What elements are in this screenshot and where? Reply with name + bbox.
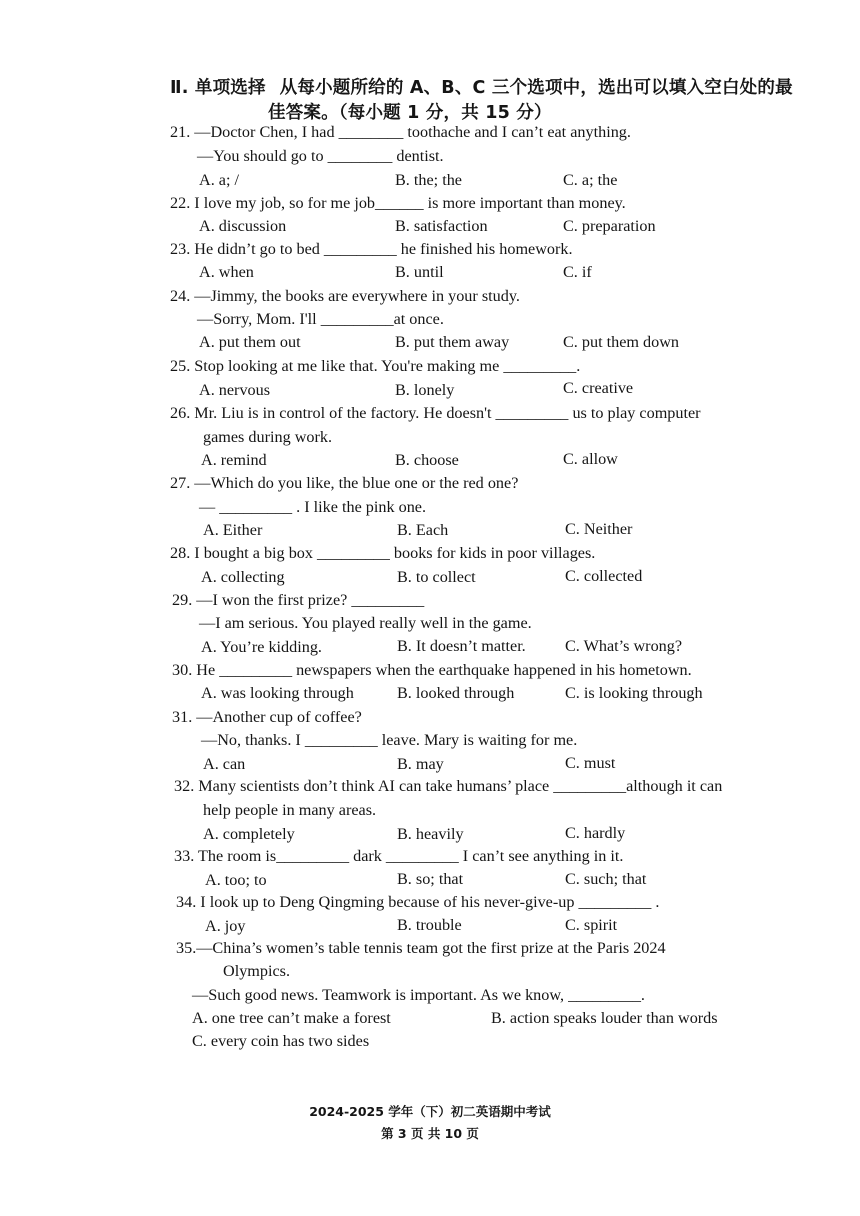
question-22-option-b: B. satisfaction bbox=[395, 217, 488, 235]
section-instruction-line1: 从每小题所给的 A、B、C 三个选项中，选出可以填入空白处的最 bbox=[279, 78, 793, 98]
question-26-line1: 26. Mr. Liu is in control of the factory. He doesn't _________ us to play computer bbox=[170, 404, 701, 422]
question-24-option-b: B. put them away bbox=[395, 333, 510, 351]
question-21-option-b: B. the; the bbox=[395, 171, 462, 189]
question-21-line1: 21. —Doctor Chen, I had ________ toothache and I can’t eat anything. bbox=[170, 123, 631, 141]
question-32-option-b: B. heavily bbox=[397, 825, 464, 843]
question-28-option-a: A. collecting bbox=[201, 568, 285, 586]
question-29-line1: 29. —I won the first prize? _________ bbox=[172, 591, 425, 609]
section-instruction-line2: 佳答案。（每小题 1 分，共 15 分） bbox=[268, 103, 552, 123]
question-26-option-b: B. choose bbox=[395, 451, 459, 469]
question-24-line2: —Sorry, Mom. I'll _________at once. bbox=[197, 310, 444, 328]
question-33-option-c: C. such; that bbox=[565, 870, 647, 888]
question-23-option-c: C. if bbox=[563, 263, 592, 281]
question-29-line2: —I am serious. You played really well in the game. bbox=[199, 614, 532, 632]
question-34-option-a: A. joy bbox=[205, 917, 246, 935]
footer-exam-title: 2024-2025 学年（下）初二英语期中考试 bbox=[309, 1104, 551, 1119]
question-22-line1: 22. I love my job, so for me job______ is more important than money. bbox=[170, 194, 626, 212]
question-33-line1: 33. The room is_________ dark _________ I can’t see anything in it. bbox=[174, 847, 624, 865]
question-25-option-b: B. lonely bbox=[395, 381, 455, 399]
question-31-option-c: C. must bbox=[565, 754, 616, 772]
question-35-line3: —Such good news. Teamwork is important. As we know, _________. bbox=[192, 986, 645, 1004]
section-title: Ⅱ. 单项选择 bbox=[170, 78, 266, 98]
question-26-line2: games during work. bbox=[203, 428, 333, 446]
question-31-option-b: B. may bbox=[397, 755, 444, 773]
question-31-line2: —No, thanks. I _________ leave. Mary is waiting for me. bbox=[201, 731, 578, 749]
question-34-line1: 34. I look up to Deng Qingming because of his never-give-up _________ . bbox=[176, 893, 660, 911]
footer-page-number: 第 3 页 共 10 页 bbox=[381, 1126, 479, 1141]
question-21-option-c: C. a; the bbox=[563, 171, 618, 189]
question-30-option-c: C. is looking through bbox=[565, 684, 703, 702]
question-23-option-b: B. until bbox=[395, 263, 444, 281]
question-21-option-a: A. a; / bbox=[199, 171, 240, 189]
question-27-line1: 27. —Which do you like, the blue one or the red one? bbox=[170, 474, 519, 492]
question-23-line1: 23. He didn’t go to bed _________ he finished his homework. bbox=[170, 240, 573, 258]
question-35-option-a: A. one tree can’t make a forest bbox=[192, 1009, 391, 1027]
question-32-line1: 32. Many scientists don’t think AI can take humans’ place _________although it can bbox=[174, 777, 723, 795]
question-23-option-a: A. when bbox=[199, 263, 254, 281]
question-34-option-b: B. trouble bbox=[397, 916, 462, 934]
question-22-option-c: C. preparation bbox=[563, 217, 656, 235]
question-26-option-c: C. allow bbox=[563, 450, 618, 468]
question-29-option-a: A. You’re kidding. bbox=[201, 638, 322, 656]
question-27-line2: — _________ . I like the pink one. bbox=[199, 498, 427, 516]
question-27-option-a: A. Either bbox=[203, 521, 263, 539]
question-30-line1: 30. He _________ newspapers when the earthquake happened in his hometown. bbox=[172, 661, 692, 679]
question-29-option-c: C. What’s wrong? bbox=[565, 637, 683, 655]
section-heading bbox=[170, 74, 793, 99]
question-31-line1: 31. —Another cup of coffee? bbox=[172, 708, 362, 726]
question-24-option-c: C. put them down bbox=[563, 333, 680, 351]
question-26-option-a: A. remind bbox=[201, 451, 267, 469]
question-28-option-c: C. collected bbox=[565, 567, 643, 585]
question-25-line1: 25. Stop looking at me like that. You're making me _________. bbox=[170, 357, 581, 375]
question-32-option-a: A. completely bbox=[203, 825, 295, 843]
question-35-option-b: B. action speaks louder than words bbox=[491, 1009, 718, 1027]
question-35-option-c: C. every coin has two sides bbox=[192, 1032, 370, 1050]
question-31-option-a: A. can bbox=[203, 755, 246, 773]
question-22-option-a: A. discussion bbox=[199, 217, 287, 235]
question-28-option-b: B. to collect bbox=[397, 568, 476, 586]
question-27-option-b: B. Each bbox=[397, 521, 449, 539]
question-33-option-b: B. so; that bbox=[397, 870, 464, 888]
question-28-line1: 28. I bought a big box _________ books for kids in poor villages. bbox=[170, 544, 596, 562]
question-35-line2: Olympics. bbox=[223, 962, 290, 980]
question-30-option-a: A. was looking through bbox=[201, 684, 354, 702]
question-21-line2: —You should go to ________ dentist. bbox=[197, 147, 444, 165]
question-25-option-c: C. creative bbox=[563, 379, 634, 397]
question-27-option-c: C. Neither bbox=[565, 520, 633, 538]
question-29-option-b: B. It doesn’t matter. bbox=[397, 637, 526, 655]
question-25-option-a: A. nervous bbox=[199, 381, 271, 399]
question-34-option-c: C. spirit bbox=[565, 916, 618, 934]
question-33-option-a: A. too; to bbox=[205, 871, 267, 889]
question-32-option-c: C. hardly bbox=[565, 824, 626, 842]
question-24-option-a: A. put them out bbox=[199, 333, 301, 351]
question-32-line2: help people in many areas. bbox=[203, 801, 377, 819]
question-35-line1: 35.—China’s women’s table tennis team got the first prize at the Paris 2024 bbox=[176, 939, 666, 957]
question-30-option-b: B. looked through bbox=[397, 684, 515, 702]
question-24-line1: 24. —Jimmy, the books are everywhere in your study. bbox=[170, 287, 520, 305]
